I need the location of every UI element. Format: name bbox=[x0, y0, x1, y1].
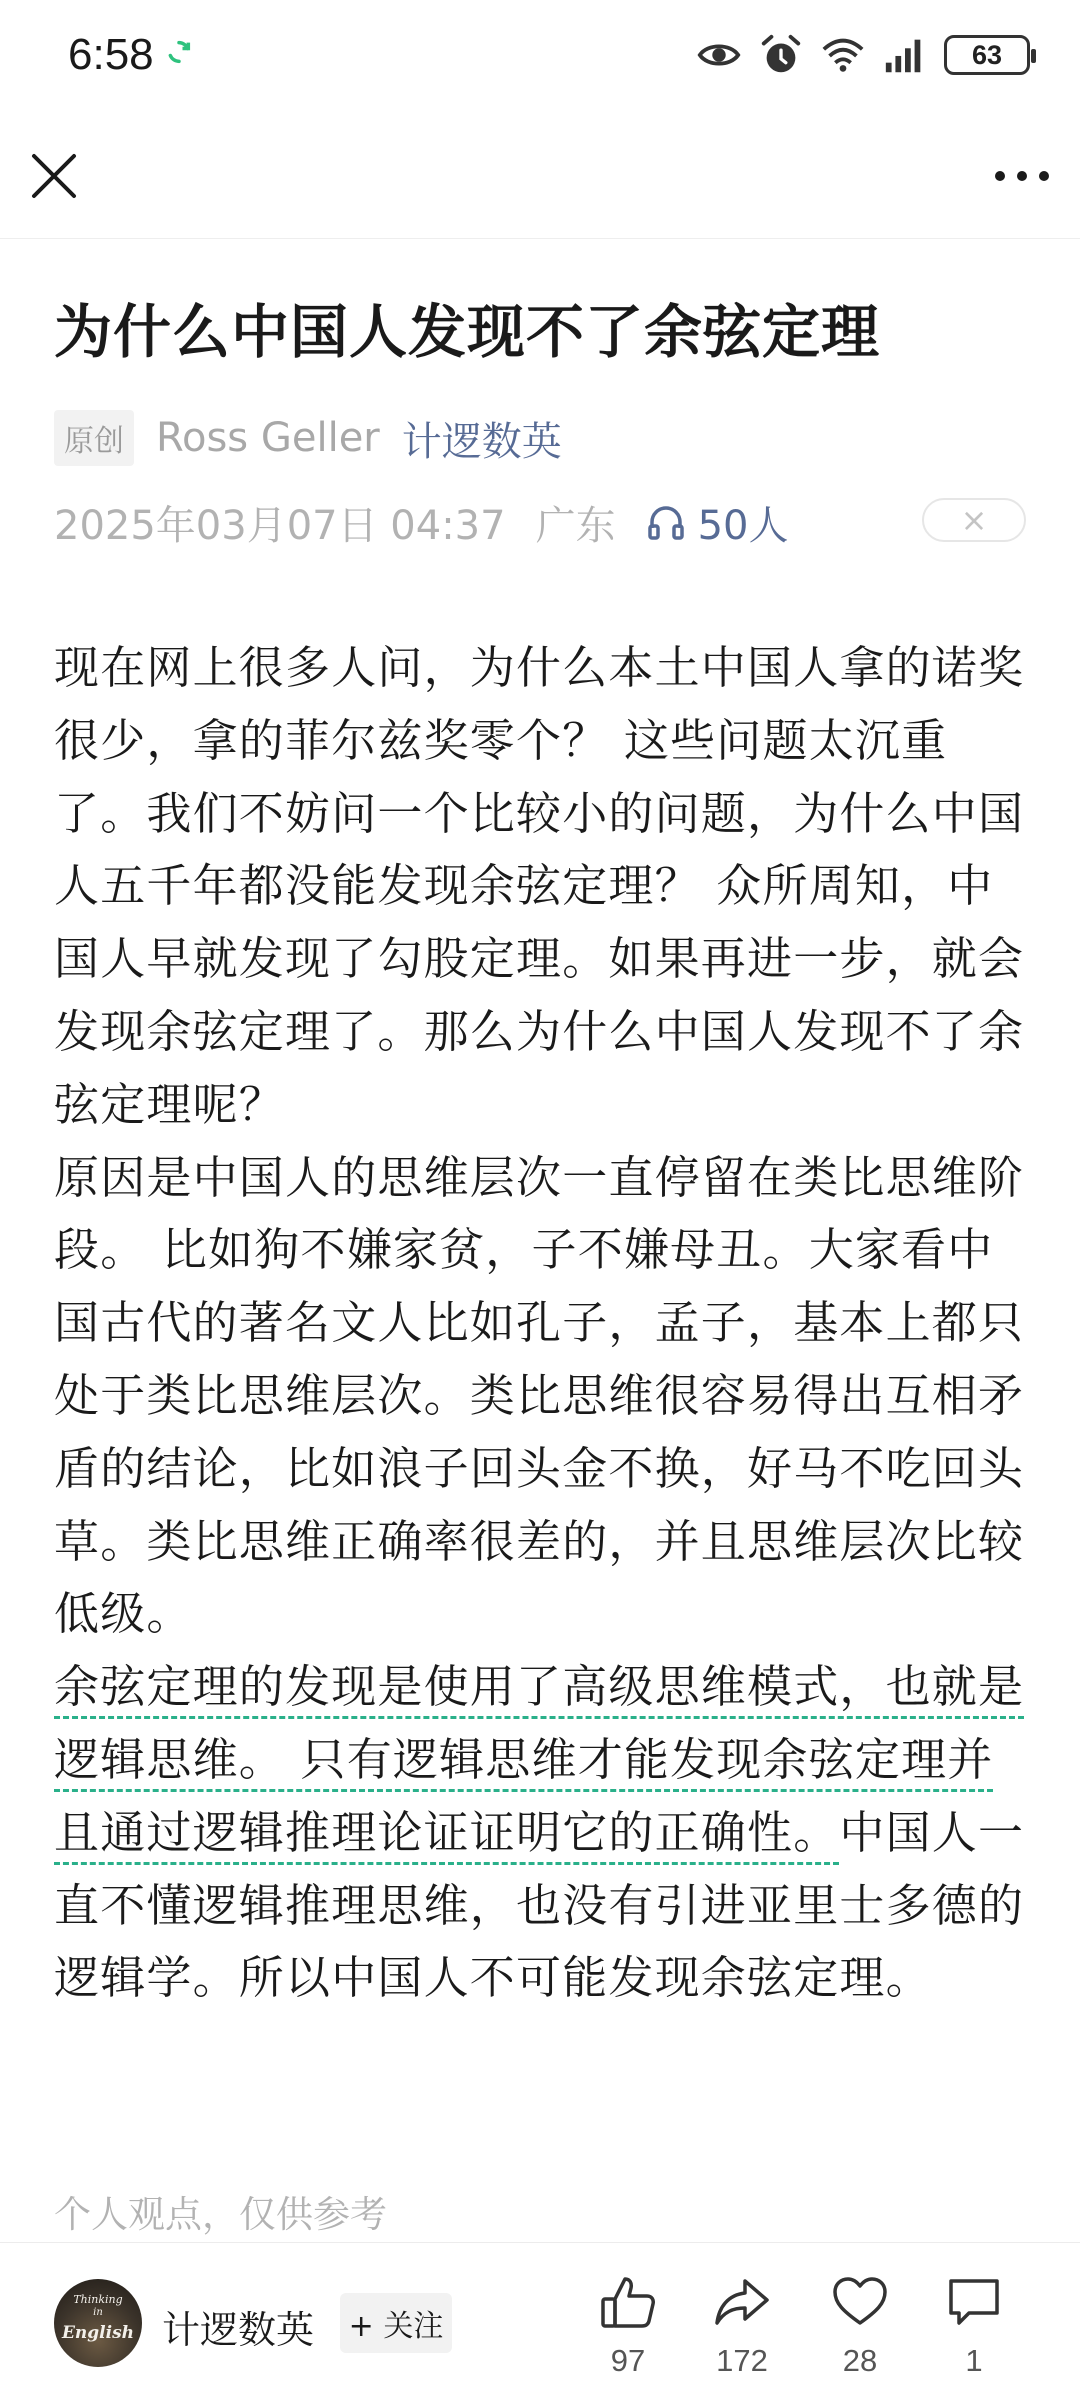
follow-button[interactable]: + 关注 bbox=[340, 2293, 452, 2353]
bottom-action-bar bbox=[0, 2242, 1080, 2404]
share-arrow-icon bbox=[713, 2275, 771, 2329]
status-bar bbox=[0, 0, 1080, 110]
paragraph-1: 现在网上很多人问，为什么本土中国人拿的诺奖很少，拿的菲尔兹奖零个？ 这些问题太沉重了。我们不妨问一个比较小的问题，为什么中国人五千年都没能发现余弦定理？ 众所周知，中国人早就发现了勾股定理。如果再进一步，就会发现余弦定理了。那么为什么中国人发现不了余弦定理呢？ bbox=[54, 641, 1025, 1131]
share-count: 172 bbox=[716, 2343, 768, 2378]
battery-level: 63 bbox=[971, 39, 1003, 70]
sync-icon bbox=[165, 38, 193, 66]
publish-date: 2025年03月07日 04:37 bbox=[54, 502, 506, 549]
paragraph-2: 原因是中国人的思维层次一直停留在类比思维阶段。 比如狗不嫌家贫，子不嫌母丑。大家看中国古代的著名文人比如孔子，孟子，基本上都只处于类比思维层次。类比思维很容易得出互相矛盾的结论，比如浪子回头金不换，好马不吃回头草。类比思维正确率很差的，并且思维层次比较低级。 bbox=[54, 1150, 1025, 1641]
article-meta-author-row bbox=[54, 410, 562, 466]
listen-button[interactable] bbox=[646, 494, 789, 551]
article-footnote: 个人观点，仅供参考 bbox=[54, 2193, 387, 2236]
share-button[interactable] bbox=[692, 2275, 792, 2379]
account-name[interactable]: 计逻数英 bbox=[162, 2308, 315, 2352]
headphones-icon bbox=[646, 502, 686, 542]
paragraph-3-rest: 中国人一直不懂逻辑推理思维，也没有引进亚里士多德的逻辑学。所以中国人不可能发现余弦定理。 bbox=[54, 1805, 1025, 2005]
close-icon[interactable] bbox=[28, 150, 80, 202]
listener-count: 50人 bbox=[697, 502, 789, 549]
comment-count: 1 bbox=[965, 2343, 983, 2378]
paragraph-3 bbox=[54, 1651, 1029, 2015]
comment-button[interactable] bbox=[924, 2275, 1024, 2379]
highlighted-text[interactable]: 余弦定理的发现是使用了高级思维模式，也就是逻辑思维。 只有逻辑思维才能发现余弦定理并且通过逻辑推理论证证明它的正确性。 bbox=[54, 1660, 1025, 1859]
original-tag: 原创 bbox=[54, 410, 134, 466]
publish-location: 广东 bbox=[535, 502, 616, 549]
comment-icon bbox=[945, 2275, 1003, 2329]
author-name: Ross Geller bbox=[156, 415, 380, 461]
article-body bbox=[54, 632, 1029, 2015]
more-options-icon[interactable] bbox=[992, 156, 1052, 196]
article-title: 为什么中国人发现不了余弦定理 bbox=[54, 298, 881, 366]
dismiss-button[interactable] bbox=[922, 498, 1026, 542]
avatar-text-top: Thinking bbox=[73, 2293, 123, 2306]
heart-icon bbox=[831, 2275, 889, 2329]
status-time: 6:58 bbox=[68, 30, 154, 79]
article-meta-date-row bbox=[54, 494, 789, 550]
avatar[interactable] bbox=[54, 2279, 142, 2367]
thumbs-up-icon bbox=[599, 2275, 657, 2329]
battery-indicator bbox=[944, 35, 1030, 75]
alarm-icon bbox=[758, 32, 804, 78]
favorite-button[interactable] bbox=[810, 2275, 910, 2379]
signal-icon bbox=[882, 32, 928, 78]
dismiss-icon: × bbox=[960, 501, 988, 539]
like-button[interactable] bbox=[578, 2275, 678, 2379]
avatar-text-mid: in bbox=[93, 2307, 103, 2318]
top-nav-bar bbox=[0, 110, 1080, 239]
like-count: 97 bbox=[610, 2343, 646, 2378]
favorite-count: 28 bbox=[842, 2343, 878, 2378]
account-link[interactable]: 计逻数英 bbox=[401, 418, 562, 465]
eye-icon bbox=[696, 32, 742, 78]
avatar-text-bottom: English bbox=[61, 2323, 135, 2343]
wifi-icon bbox=[820, 32, 866, 78]
